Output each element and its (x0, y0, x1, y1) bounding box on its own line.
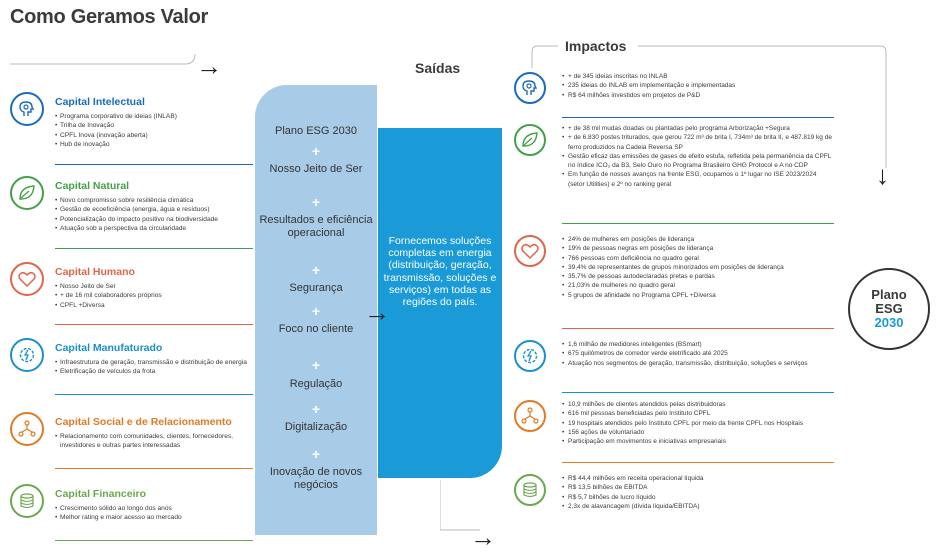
impact-item: • 21,03% de mulheres no quadro geral (562, 281, 834, 290)
capital-item: • Crescimento sólido ao longo dos anos (55, 504, 250, 513)
brain-icon (514, 72, 546, 104)
impact-item: • 19 hospitais atendidos pelo Instituto CPFL por meio da frente CPFL nos Hospitais (562, 419, 834, 428)
impact-item: • 5 grupos de afinidade no Programa CPFL +Diversa (562, 291, 834, 300)
capital-item: • Potencialização do impacto positivo na biodiversidade (55, 215, 250, 224)
capital-item: • Gestão de ecoeficiência (energia, água e resíduos) (55, 205, 250, 214)
capital-item: • Programa corporativo de ideias (INLAB) (55, 112, 250, 121)
capital-items (55, 504, 250, 523)
impact-item: • 19% de pessoas negras em posições de liderança (562, 244, 834, 253)
divider (562, 392, 834, 393)
divider (562, 223, 834, 224)
capital-items (55, 358, 250, 377)
arrow-right-icon: → (470, 522, 496, 552)
plan-line1: Plano (871, 287, 907, 302)
arrow-right-icon: → (196, 51, 222, 81)
impact-item: • 35,7% de pessoas autodeclaradas pretas e pardas (562, 272, 834, 281)
impact-items (562, 400, 834, 446)
output-text: Fornecemos soluções completas em energia (distribuição, geração, transmissão, soluções e serviços) em todas as regiões do país. (383, 235, 497, 309)
impact-items (562, 72, 834, 100)
capital-item: • Atuação sob a perspectiva da circularidade (55, 224, 250, 233)
impact-item: • + de 6.830 postes triturados, que gerou 722 m³ de brita I, 734m³ de brita II, e 487.819 kg de ferro produzidos na Cadeia Reversa SP (562, 133, 834, 152)
impact-item: • 2,3x de alavancagem (dívida líquida/EBITDA) (562, 502, 834, 511)
capital-title: Capital Intelectual (55, 96, 145, 108)
impact-item: • 766 pessoas com deficiência no quadro geral (562, 254, 834, 263)
impact-items (562, 235, 834, 300)
brain-icon (10, 92, 44, 126)
impact-item: • 10,9 milhões de clientes atendidos pelas distribuidoras (562, 400, 834, 409)
capital-item: • Novo compromisso sobre resiliência climática (55, 196, 250, 205)
impact-item: • 156 ações de voluntariado (562, 428, 834, 437)
divider (55, 468, 253, 469)
capital-item: • Relacionamento com comunidades, clientes, fornecedores, investidores e outras partes interessadas (55, 432, 250, 451)
impact-item: • R$ 13,5 bilhões de EBITDA (562, 483, 834, 492)
leaf-icon (10, 176, 44, 210)
impact-items (562, 124, 834, 189)
impact-items (562, 474, 834, 511)
capital-item: • Hub de inovação (55, 140, 250, 149)
capital-item: • Eletrificação de veículos da frota (55, 367, 250, 376)
divider (562, 328, 834, 329)
divider (55, 248, 253, 249)
plus-icon: + (311, 262, 321, 278)
impact-item: • 39,4% de representantes de grupos minorizados em posições de liderança (562, 263, 834, 272)
impact-item: • + de 345 ideias inscritas no INLAB (562, 72, 834, 81)
middle-item: Digitalização (284, 421, 348, 433)
leaf-icon (514, 124, 546, 156)
impact-item: • 235 ideias do INLAB em implementação e implementadas (562, 81, 834, 90)
capital-item: • + de 16 mil colaboradores próprios (55, 291, 250, 300)
middle-item: Regulação (289, 378, 343, 390)
heart-icon (10, 262, 44, 296)
gear-bolt-icon (10, 338, 44, 372)
divider (55, 324, 253, 325)
impact-item: • Gestão eficaz das emissões de gases de efeito estufa, refletida pela permanência da CPFL no índice ICO₂ da B3, Selo Ouro no Programa Brasileiro GHG Protocol e A no CDP (562, 152, 834, 171)
plus-icon: + (311, 401, 321, 417)
middle-item: Foco no cliente (278, 323, 354, 335)
divider (55, 540, 253, 541)
impactos-label: Impactos (565, 38, 627, 54)
arrow-right-icon: → (364, 297, 390, 327)
capital-title: Capital Social e de Relacionamento (55, 416, 232, 428)
capital-item: • CPFL Inova (inovação aberta) (55, 131, 250, 140)
network-icon (10, 412, 44, 446)
capital-item: • Nosso Jeito de Ser (55, 282, 250, 291)
impact-item: • 675 quilômetros de corredor verde eletrificado até 2025 (562, 349, 834, 358)
impact-item: • 616 mil pessoas beneficiadas pelo Instituto CPFL (562, 409, 834, 418)
arrow-down-icon: ↓ (876, 160, 889, 190)
page-title: Como Geramos Valor (10, 6, 208, 28)
coins-icon (10, 484, 44, 518)
plus-icon: + (311, 143, 321, 159)
right-connector (885, 68, 887, 168)
gear-bolt-icon (514, 340, 546, 372)
plan-line3: 2030 (874, 315, 904, 330)
plus-icon: + (311, 357, 321, 373)
impact-item: • R$ 5,7 bilhões de lucro líquido (562, 493, 834, 502)
impact-item: • Em função de nossos avanços na frente ESG, ocupamos o 1º lugar no ISE 2023/2024 (setor Utilities) e 2º no ranking geral (562, 170, 834, 189)
plus-icon: + (311, 303, 321, 319)
plan-esg-circle (848, 268, 930, 350)
impact-item: • R$ 64 milhões investidos em projetos de P&D (562, 91, 834, 100)
impact-item: • + de 38 mil mudas doadas ou plantadas pelo programa Arborização +Segura (562, 124, 834, 133)
middle-item: Inovação de novos negócios (269, 466, 363, 491)
impact-item: • 1,6 milhão de medidores inteligentes (BSmart) (562, 340, 834, 349)
middle-item: Resultados e eficiência operacional (259, 214, 373, 239)
capital-items (55, 196, 250, 234)
divider (55, 164, 253, 165)
divider (55, 394, 253, 395)
heart-icon (514, 235, 546, 267)
capital-item: • Infraestrutura de geração, transmissão e distribuição de energia (55, 358, 250, 367)
middle-item: Nosso Jeito de Ser (269, 163, 363, 175)
capital-title: Capital Financeiro (55, 488, 147, 500)
divider (562, 117, 834, 118)
plus-icon: + (311, 446, 321, 462)
middle-item: Plano ESG 2030 (275, 125, 357, 137)
capital-title: Capital Manufaturado (55, 342, 163, 354)
capital-title: Capital Humano (55, 266, 135, 278)
capital-title: Capital Natural (55, 180, 130, 192)
impact-item: • Participação em movimentos e iniciativas empresariais (562, 437, 834, 446)
impact-item: • 24% de mulheres em posições de liderança (562, 235, 834, 244)
plan-line2: ESG (875, 301, 903, 316)
impact-item: • Atuação nos segmentos de geração, transmissão, distribuição, soluções e serviços (562, 359, 834, 368)
impact-item: • R$ 44,4 milhões em receita operacional líquida (562, 474, 834, 483)
network-icon (514, 400, 546, 432)
capital-items (55, 432, 250, 451)
capital-items (55, 282, 250, 310)
impact-items (562, 340, 834, 368)
capital-item: • Melhor rating e maior acesso ao mercado (55, 513, 250, 522)
capital-item: • Trilha de Inovação (55, 121, 250, 130)
capital-item: • CPFL +Diversa (55, 301, 250, 310)
middle-item: Segurança (289, 282, 343, 294)
divider (562, 462, 834, 463)
plus-icon: + (311, 194, 321, 210)
saidas-label: Saídas (415, 60, 461, 76)
coins-icon (514, 474, 546, 506)
capital-items (55, 112, 250, 150)
